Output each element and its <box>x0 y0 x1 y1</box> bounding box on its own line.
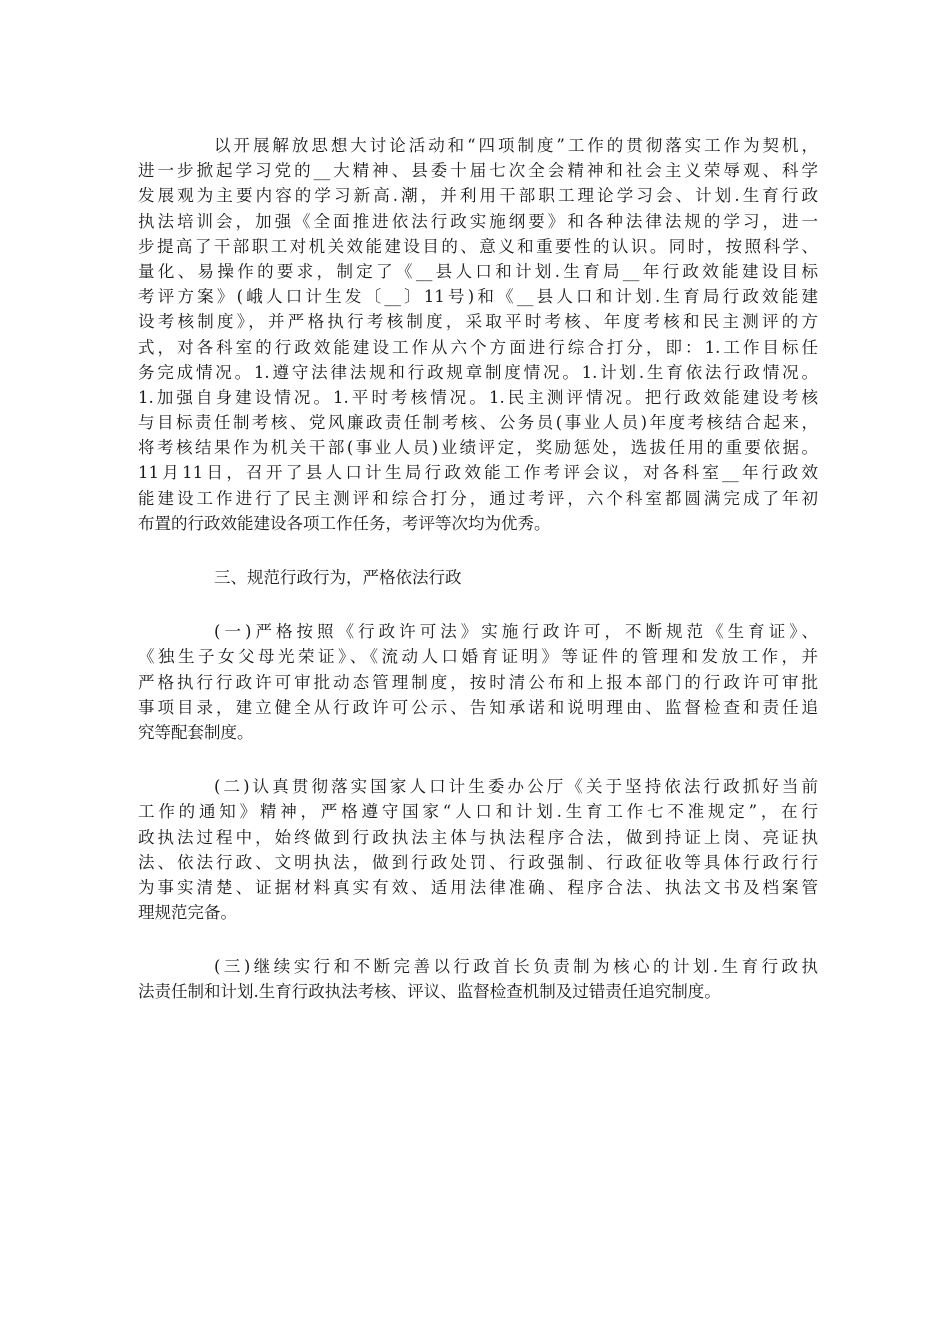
paragraph-line: 将考核结果作为机关干部(事业人员)业绩评定，奖励惩处，选拔任用的重要依据。 <box>138 438 818 458</box>
paragraph-line: 严格执行行政许可审批动态管理制度，按时清公布和上报本部门的行政许可审批 <box>138 672 818 692</box>
paragraph-line: 以开展解放思想大讨论活动和“四项制度”工作的贯彻落实工作为契机， <box>214 136 818 155</box>
paragraph-line: 政执法过程中，始终做到行政执法主体与执法程序合法，做到持证上岗、亮证执 <box>138 827 818 847</box>
document-page <box>138 133 818 1005</box>
paragraph-line: 执法培训会，加强《全面推进依法行政实施纲要》和各种法律法规的学习，进一 <box>138 211 818 231</box>
paragraph-line: 务完成情况。1.遵守法律法规和行政规章制度情况。1.计划.生育依法行政情况。 <box>138 362 818 382</box>
paragraph-line: 步提高了干部职工对机关效能建设目的、意义和重要性的认识。同时，按照科学、 <box>138 236 818 256</box>
paragraph-line: 与目标责任制考核、党风廉政责任制考核、公务员(事业人员)年度考核结合起来， <box>138 413 818 433</box>
paragraph-line: 量化、易操作的要求，制定了《__县人口和计划.生育局__年行政效能建设目标 <box>138 261 818 281</box>
paragraph-line: (三)继续实行和不断完善以行政首长负责制为核心的计划.生育行政执 <box>214 957 818 977</box>
paragraph-line: 11月11日，召开了县人口计生局行政效能工作考评会议，对各科室__年行政效 <box>138 463 818 483</box>
paragraph-item-2 <box>138 774 818 925</box>
paragraph-line: 理规范完备。 <box>138 903 237 923</box>
paragraph-line: 事项目录，建立健全从行政许可公示、告知承诺和说明理由、监督检查和责任追 <box>138 697 818 717</box>
paragraph-line: 考评方案》(峨人口计生发〔__〕11号)和《__县人口和计划.生育局行政效能建 <box>138 287 818 307</box>
paragraph-efficiency-assessment <box>138 133 818 536</box>
paragraph-line: 进一步掀起学习党的__大精神、县委十届七次全会精神和社会主义荣辱观、科学 <box>138 161 818 181</box>
paragraph-line: (一)严格按照《行政许可法》实施行政许可，不断规范《生育证》、 <box>214 622 818 642</box>
paragraph-line: 布置的行政效能建设各项工作任务，考评等次均为优秀。 <box>138 513 551 533</box>
paragraph-line: 发展观为主要内容的学习新高.潮，并利用干部职工理论学习会、计划.生育行政 <box>138 186 818 206</box>
section-heading: 三、规范行政行为，严格依法行政 <box>214 568 462 587</box>
paragraph-gap <box>138 925 818 954</box>
paragraph-line: 能建设工作进行了民主测评和综合打分，通过考评，六个科室都圆满完成了年初 <box>138 488 818 508</box>
paragraph-line: 法责任制和计划.生育行政执法考核、评议、监督检查机制及过错责任追究制度。 <box>138 982 721 1002</box>
paragraph-line: 工作的通知》精神，严格遵守国家“人口和计划.生育工作七不准规定”，在行 <box>138 802 818 822</box>
paragraph-line: 《独生子女父母光荣证》、《流动人口婚育证明》等证件的管理和发放工作，并 <box>138 647 818 667</box>
paragraph-gap <box>138 745 818 774</box>
paragraph-line: (二)认真贯彻落实国家人口计生委办公厅《关于坚持依法行政抓好当前 <box>214 777 818 797</box>
paragraph-line: 设考核制度》，并严格执行考核制度，采取平时考核、年度考核和民主测评的方 <box>138 312 818 332</box>
paragraph-line: 究等配套制度。 <box>138 722 254 742</box>
paragraph-gap <box>138 590 818 619</box>
paragraph-line: 1.加强自身建设情况。1.平时考核情况。1.民主测评情况。把行政效能建设考核 <box>138 387 818 407</box>
paragraph-line: 法、依法行政、文明执法，做到行政处罚、行政强制、行政征收等具体行政行行 <box>138 852 818 872</box>
paragraph-line: 式，对各科室的行政效能建设工作从六个方面进行综合打分，即：1.工作目标任 <box>138 337 818 357</box>
paragraph-item-1 <box>138 619 818 745</box>
paragraph-gap <box>138 536 818 565</box>
paragraph-line: 为事实清楚、证据材料真实有效、适用法律准确、程序合法、执法文书及档案管 <box>138 877 818 897</box>
paragraph-item-3 <box>138 954 818 1004</box>
